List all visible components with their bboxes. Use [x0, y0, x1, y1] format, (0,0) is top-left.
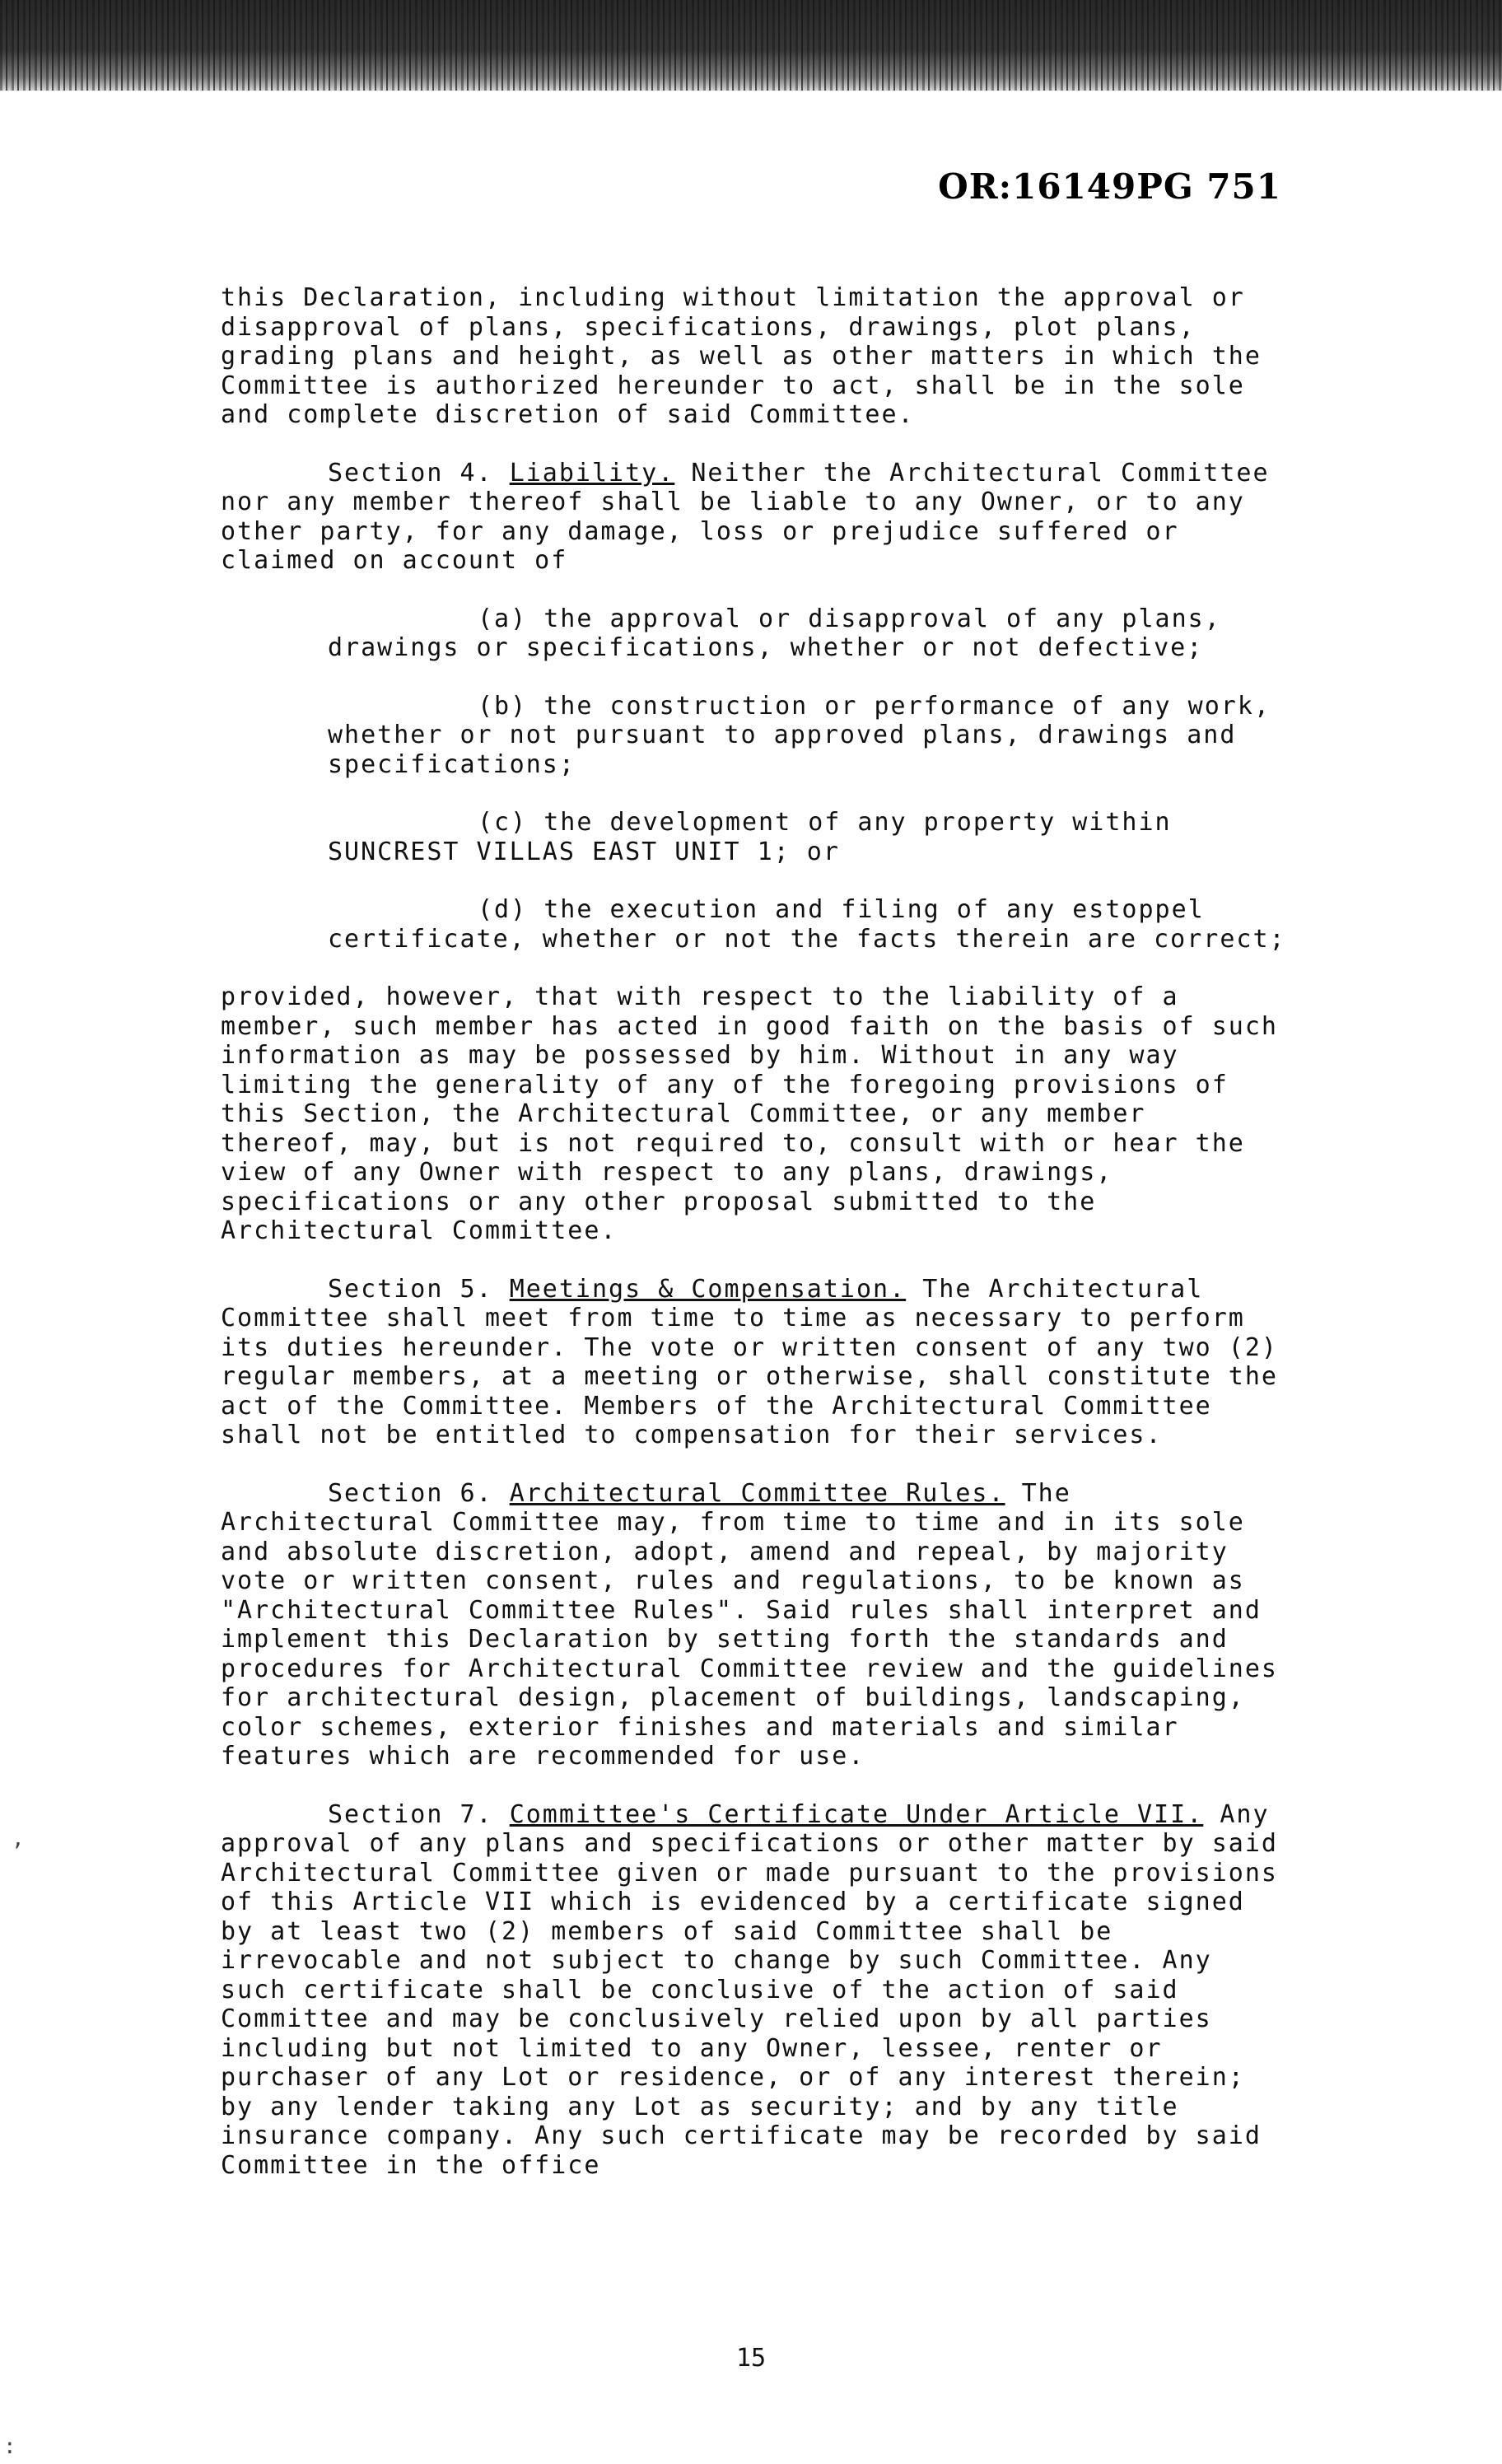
- book-page-stamp: OR:16149PG 751: [938, 166, 1281, 207]
- section-5-title: Meetings & Compensation.: [509, 1274, 907, 1304]
- section-7-paragraph: [221, 1800, 1291, 2181]
- section-5-text: The Architectural Committee shall meet from time to time as necessary to perform its duties hereunder. The vote or written consent of any two (2) regular members, at a meeting or otherwise, shall constitute the act of the Committee. Members of the Architectural Committee shall not be entitled to compensation for their services.: [221, 1274, 1278, 1449]
- section-4-item-a: (a) the approval or disapproval of any plans, drawings or specifications, whether or not defective;: [328, 604, 1221, 662]
- document-body: [221, 283, 1291, 2209]
- margin-mark-bottom: :: [3, 2434, 16, 2459]
- section-4-proviso: provided, however, that with respect to the liability of a member, such member has acted in good faith on the basis of such information as may be possessed by him. Without in any way limiting the generality of any of the foregoing provisions of this Section, the Architectural Committee, or any member thereof, may, but is not required to, consult with or hear the view of any Owner with respect to any plans, drawings, specifications or any other proposal submitted to the Architectural Committee.: [221, 982, 1278, 1245]
- section-4-label: Section 4.: [328, 458, 493, 488]
- section-6-label: Section 6.: [328, 1478, 493, 1508]
- scan-edge-noise: [0, 0, 1502, 91]
- section-7-text: Any approval of any plans and specifications or other matter by said Architectural Committee given or made pursuant to the provisions of this Article VII which is evidenced by a certificate signed by at least two (2) members of said Committee shall be irrevocable and not subject to change by such Committee. Any such certificate shall be conclusive of the action of said Committee and may be conclusively relied upon by all parties including but not limited to any Owner, lessee, renter or purchaser of any Lot or residence, or of any interest therein; by any lender taking any Lot as security; and by any title insurance company. Any such certificate may be recorded by said Committee in the office: [221, 1799, 1278, 2180]
- section-5-label: Section 5.: [328, 1274, 493, 1304]
- margin-mark-mid: ,: [12, 1827, 25, 1851]
- section-4-intro: [221, 459, 1291, 576]
- section-5-paragraph: [221, 1275, 1291, 1450]
- section-6-title: Architectural Committee Rules.: [509, 1478, 1005, 1508]
- section-7-title: Committee's Certificate Under Article VII.: [509, 1799, 1204, 1829]
- section-4-title: Liability.: [509, 458, 675, 488]
- section-4-item-c: (c) the development of any property within SUNCREST VILLAS EAST UNIT 1; or: [328, 808, 1172, 866]
- section-4-item-d: (d) the execution and filing of any estoppel certificate, whether or not the facts therein are correct;: [328, 895, 1286, 954]
- section-4-item-b: (b) the construction or performance of any work, whether or not pursuant to approved plans, drawings and specifications;: [328, 691, 1271, 779]
- section-7-label: Section 7.: [328, 1799, 493, 1829]
- section-6-paragraph: [221, 1479, 1291, 1771]
- page-number: 15: [735, 2344, 767, 2373]
- section-6-text: The Architectural Committee may, from time to time and in its sole and absolute discretion, adopt, amend and repeal, by majority vote or written consent, rules and regulations, to be known as "Architectural Committee Rules". Said rules shall interpret and implement this Declaration by setting forth the standards and procedures for Architectural Committee review and the guidelines for architectural design, placement of buildings, landscaping, color schemes, exterior finishes and materials and similar features which are recommended for use.: [221, 1478, 1278, 1771]
- continuation-paragraph: this Declaration, including without limitation the approval or disapproval of plans, specifications, drawings, plot plans, grading plans and height, as well as other matters in which the Committee is authorized hereunder to act, shall be in the sole and complete discretion of said Committee.: [221, 283, 1262, 429]
- section-4-intro-text: Neither the Architectural Committee nor any member thereof shall be liable to any Owner, or to any other party, for any damage, loss or prejudice suffered or claimed on account of: [221, 458, 1270, 575]
